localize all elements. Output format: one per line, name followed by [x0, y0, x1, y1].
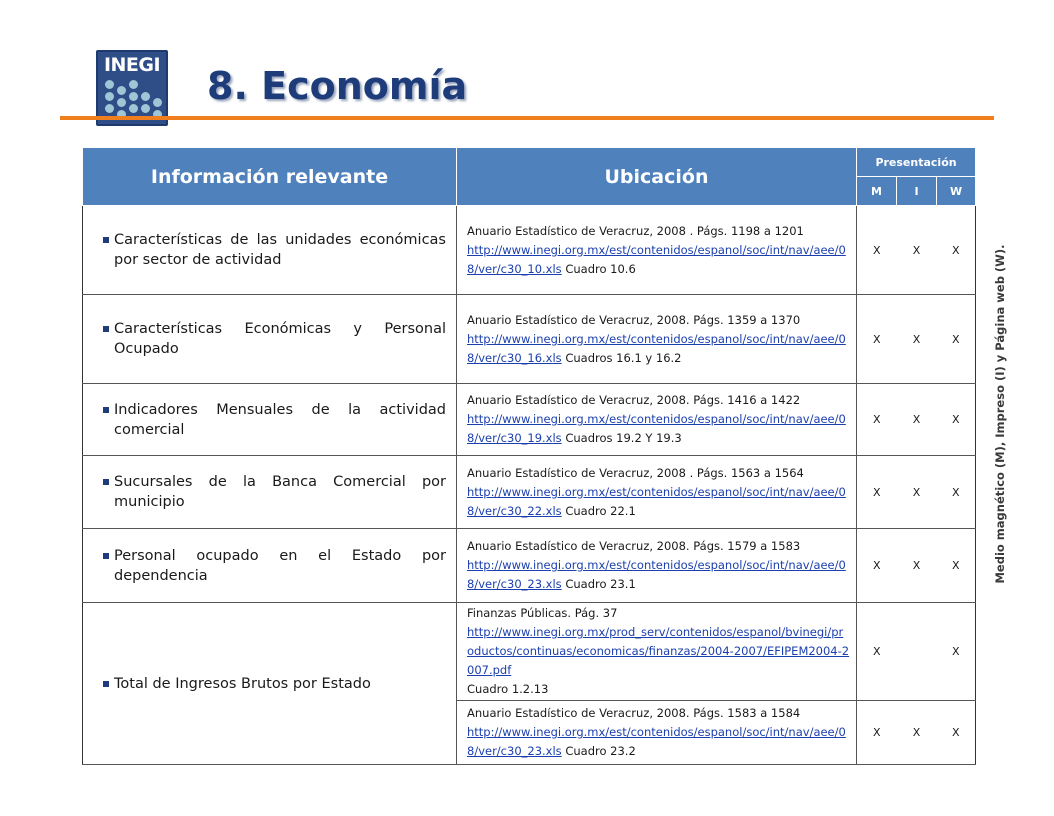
- bullet-icon: [103, 553, 109, 559]
- logo-dot: [117, 98, 126, 107]
- source-text: Anuario Estadístico de Veracruz, 2008. Págs. 1579 a 1583: [467, 539, 801, 553]
- info-cell: [83, 456, 457, 529]
- info-cell: [83, 206, 457, 295]
- bullet-icon: [103, 681, 109, 687]
- logo-dot: [141, 104, 150, 113]
- bullet-icon: [103, 237, 109, 243]
- mark-w: X: [937, 206, 976, 295]
- info-cell: [83, 384, 457, 456]
- bullet-icon: [103, 479, 109, 485]
- location-cell: [457, 384, 857, 456]
- mark-w: X: [937, 701, 976, 765]
- mark-w: X: [937, 603, 976, 701]
- source-text: Anuario Estadístico de Veracruz, 2008 . Págs. 1563 a 1564: [467, 465, 804, 480]
- table-row: [83, 206, 976, 295]
- info-text: Total de Ingresos Brutos por Estado: [114, 675, 371, 692]
- table-row: [83, 456, 976, 529]
- source-link[interactable]: http://www.inegi.org.mx/est/contenidos/espanol/soc/int/nav/aee/08/ver/c30_22.xls: [467, 484, 846, 518]
- mark-i: [897, 603, 937, 701]
- table-note: Cuadros 16.1 y 16.2: [561, 350, 682, 365]
- mark-i: X: [897, 206, 937, 295]
- side-note: Medio magnético (M), Impreso (I) y Página web (W).: [993, 244, 1007, 584]
- header-i: I: [897, 177, 937, 206]
- mark-m: X: [857, 206, 897, 295]
- orange-rule: [60, 116, 994, 120]
- source-text: Anuario Estadístico de Veracruz, 2008. Págs. 1583 a 1584: [467, 706, 801, 720]
- mark-m: X: [857, 295, 897, 384]
- bullet-icon: [103, 326, 109, 332]
- source-text: Anuario Estadístico de Veracruz, 2008. Págs. 1416 a 1422: [467, 393, 801, 407]
- logo-dot: [129, 92, 138, 101]
- mark-w: X: [937, 384, 976, 456]
- table-row: [83, 295, 976, 384]
- source-text: Finanzas Públicas. Pág. 37: [467, 606, 618, 620]
- info-text: Sucursales de la Banca Comercial por municipio: [114, 474, 446, 510]
- table-note: Cuadro 10.6: [561, 261, 636, 276]
- logo-dot: [153, 98, 162, 107]
- mark-m: X: [857, 603, 897, 701]
- logo-dot: [129, 104, 138, 113]
- logo-dot: [141, 92, 150, 101]
- logo-dot: [105, 80, 114, 89]
- mark-m: X: [857, 701, 897, 765]
- mark-m: X: [857, 384, 897, 456]
- source-text: Anuario Estadístico de Veracruz, 2008 . Págs. 1198 a 1201: [467, 223, 804, 238]
- info-cell: [83, 295, 457, 384]
- source-text: Anuario Estadístico de Veracruz, 2008. Págs. 1359 a 1370: [467, 312, 801, 327]
- source-link[interactable]: http://www.inegi.org.mx/est/contenidos/espanol/soc/int/nav/aee/08/ver/c30_10.xls: [467, 242, 846, 276]
- location-cell: [457, 295, 857, 384]
- mark-w: X: [937, 529, 976, 603]
- info-text: Características Económicas y Personal Ocupado: [114, 321, 446, 357]
- location-cell: [457, 456, 857, 529]
- table-row: [83, 529, 976, 603]
- table-note: Cuadro 23.1: [561, 577, 636, 591]
- table-note: Cuadros 19.2 Y 19.3: [561, 431, 682, 445]
- location-cell: [457, 206, 857, 295]
- header-info: Información relevante: [83, 148, 457, 206]
- table-row: [83, 603, 976, 701]
- mark-i: X: [897, 701, 937, 765]
- mark-m: X: [857, 529, 897, 603]
- logo-dot: [105, 92, 114, 101]
- info-table: [82, 147, 976, 765]
- source-link[interactable]: http://www.inegi.org.mx/est/contenidos/espanol/soc/int/nav/aee/08/ver/c30_23.xls: [467, 558, 846, 591]
- logo-dot: [117, 86, 126, 95]
- mark-m: X: [857, 456, 897, 529]
- inegi-logo: [96, 50, 168, 126]
- logo-dot: [105, 104, 114, 113]
- mark-i: X: [897, 295, 937, 384]
- info-text: Personal ocupado en el Estado por dependencia: [114, 547, 446, 584]
- header-w: W: [937, 177, 976, 206]
- source-link[interactable]: http://www.inegi.org.mx/est/contenidos/espanol/soc/int/nav/aee/08/ver/c30_23.xls: [467, 725, 846, 758]
- table-note: Cuadro 1.2.13: [467, 682, 549, 696]
- mark-w: X: [937, 456, 976, 529]
- info-cell: [83, 603, 457, 765]
- mark-i: X: [897, 456, 937, 529]
- table-note: Cuadro 23.2: [561, 744, 636, 758]
- source-link[interactable]: http://www.inegi.org.mx/est/contenidos/espanol/soc/int/nav/aee/08/ver/c30_19.xls: [467, 412, 846, 445]
- location-cell: [457, 529, 857, 603]
- source-link[interactable]: http://www.inegi.org.mx/prod_serv/contenidos/espanol/bvinegi/productos/continuas/economicas/finanzas/2004-2007/EFIPEM2004-2007.pdf: [467, 625, 850, 677]
- header-presentation: Presentación: [857, 148, 976, 177]
- location-cell: [457, 603, 857, 701]
- header-m: M: [857, 177, 897, 206]
- bullet-icon: [103, 407, 109, 413]
- logo-text: INEGI: [103, 54, 161, 76]
- info-text: Características de las unidades económicas por sector de actividad: [114, 232, 446, 268]
- mark-i: X: [897, 529, 937, 603]
- page-title: 8. Economía: [207, 64, 468, 108]
- header-location: Ubicación: [457, 148, 857, 206]
- table-row: [83, 384, 976, 456]
- location-cell: [457, 701, 857, 765]
- info-cell: [83, 529, 457, 603]
- mark-w: X: [937, 295, 976, 384]
- info-text: Indicadores Mensuales de la actividad comercial: [114, 401, 446, 438]
- mark-i: X: [897, 384, 937, 456]
- logo-dot: [129, 80, 138, 89]
- source-link[interactable]: http://www.inegi.org.mx/est/contenidos/espanol/soc/int/nav/aee/08/ver/c30_16.xls: [467, 331, 846, 365]
- table-note: Cuadro 22.1: [561, 503, 636, 518]
